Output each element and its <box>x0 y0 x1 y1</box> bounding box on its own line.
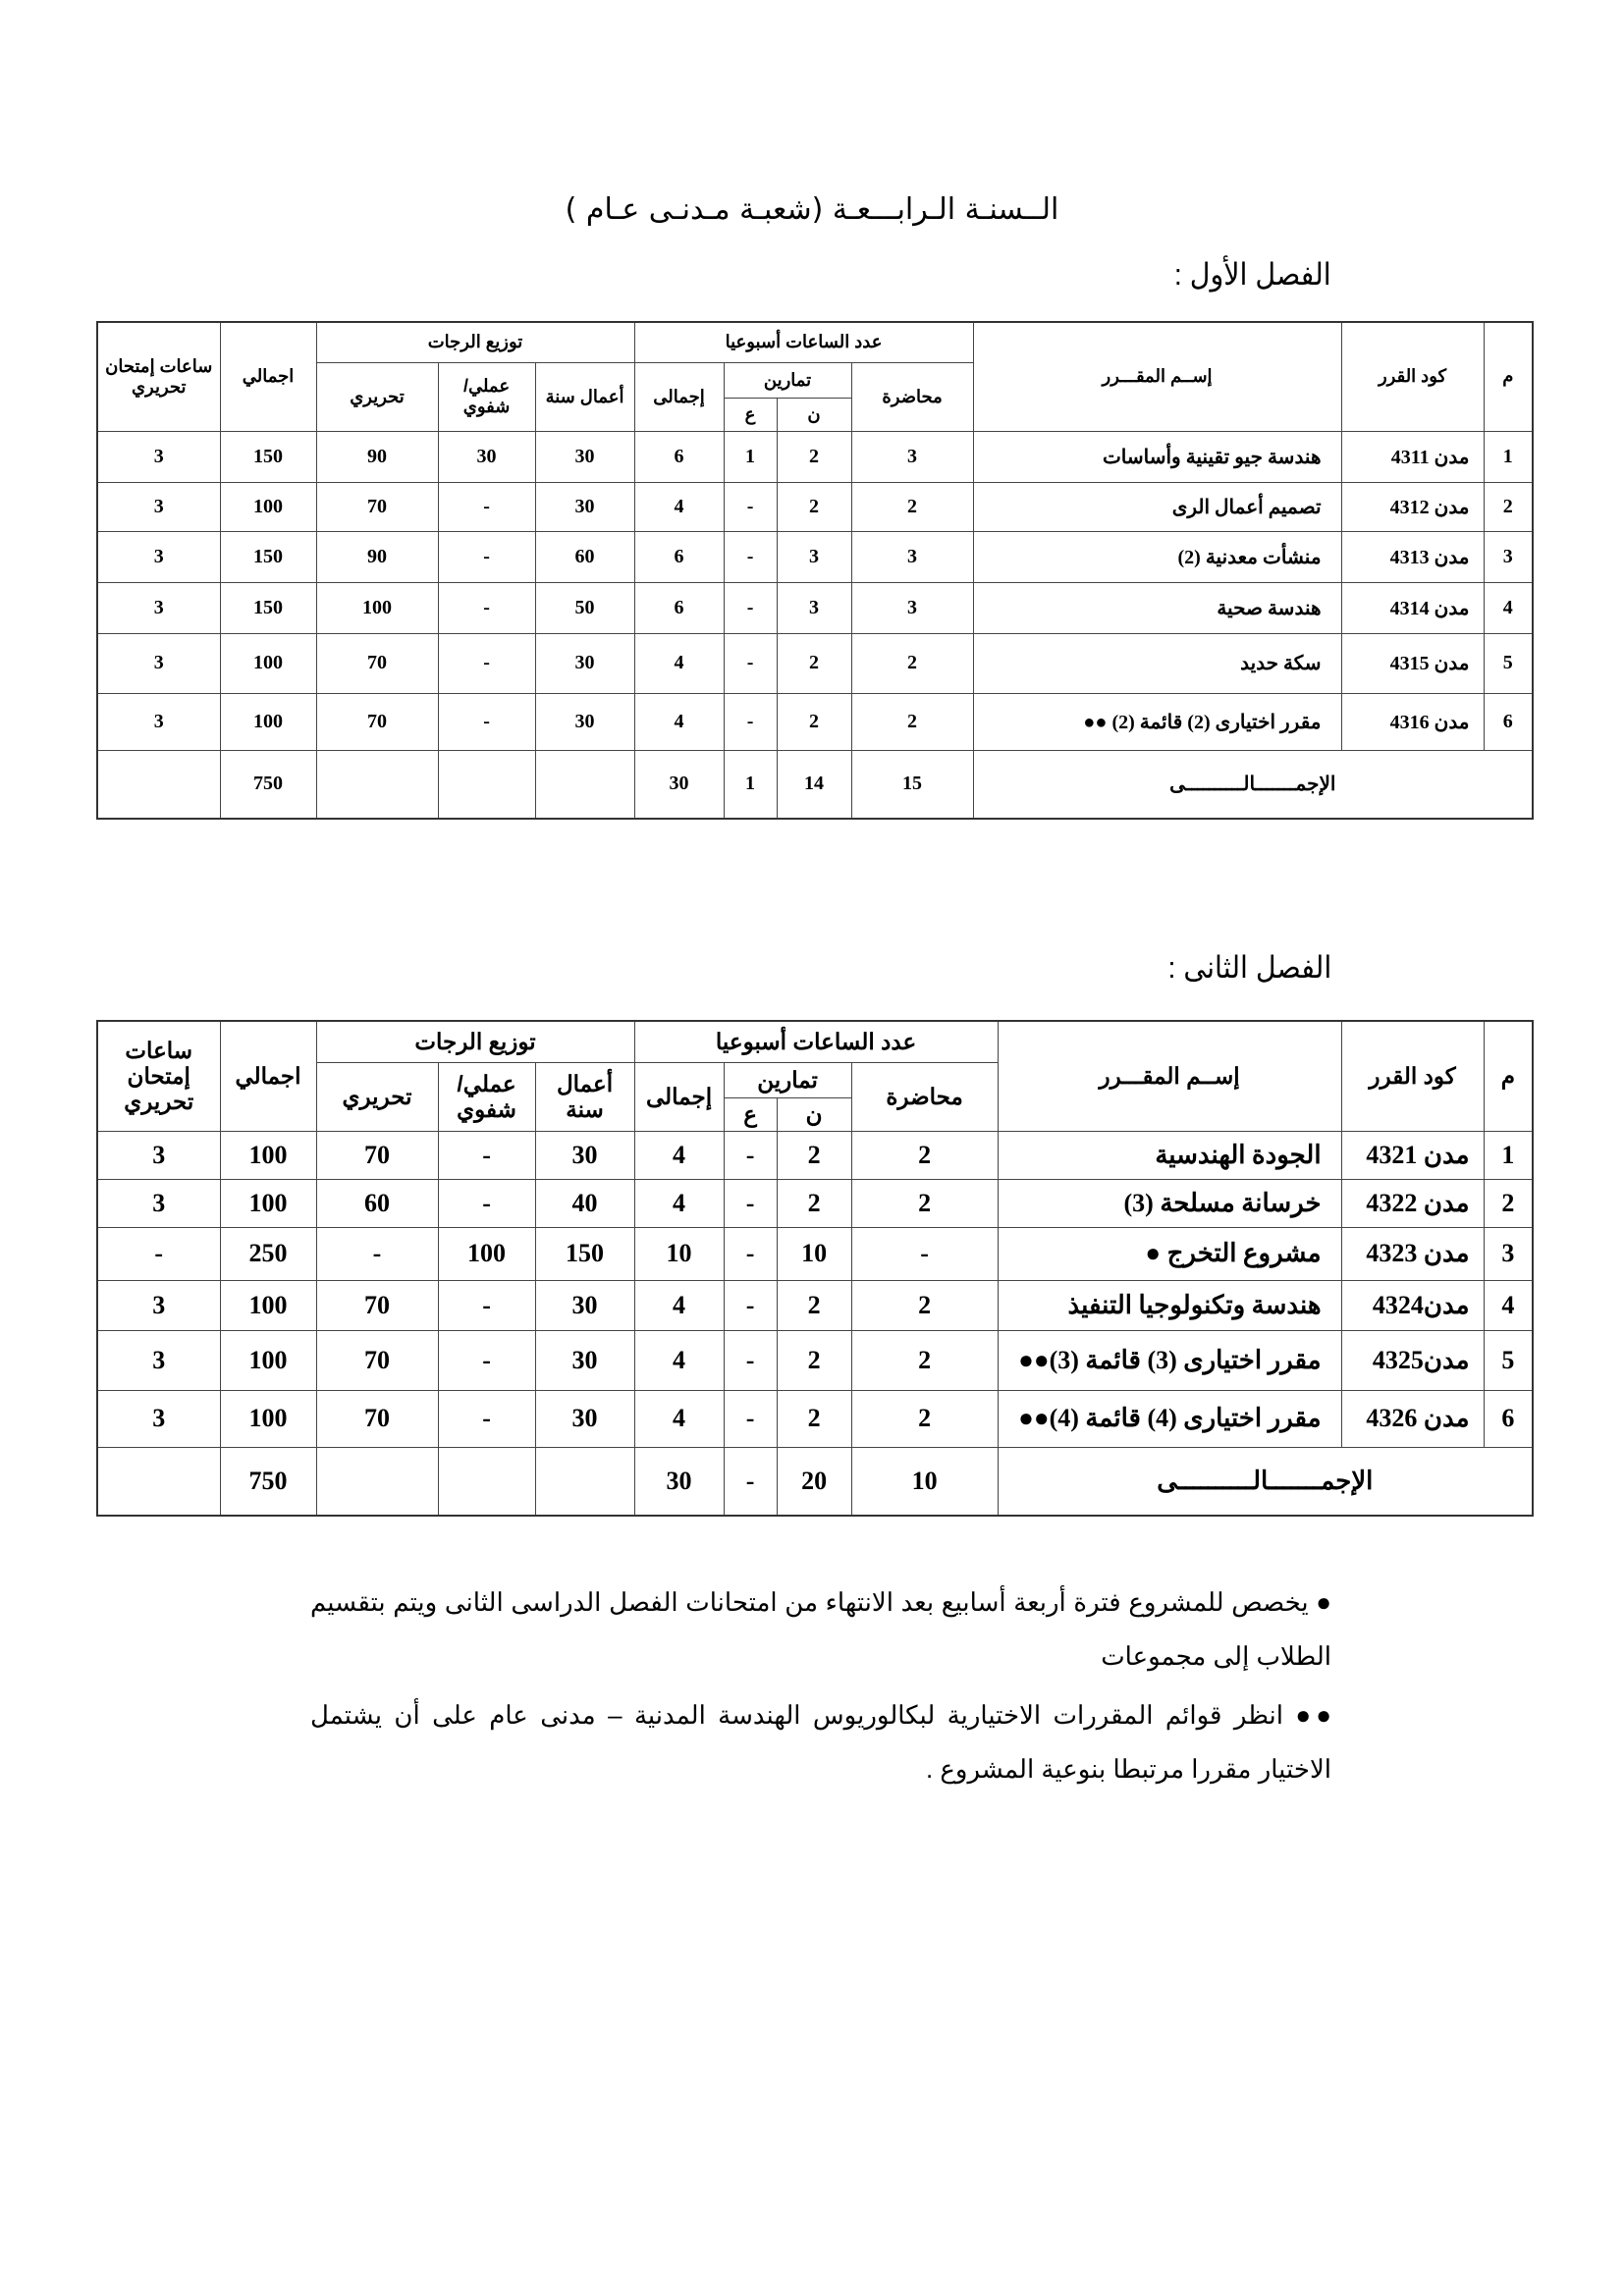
header-grand-total: اجمالي <box>220 1021 316 1131</box>
cell-lecture: 2 <box>851 693 973 750</box>
cell-code: مدن4325 <box>1341 1330 1484 1390</box>
cell-total: 100 <box>220 693 316 750</box>
cell-hours-total: 10 <box>634 1227 724 1280</box>
header-lecture: محاضرة <box>851 362 973 431</box>
cell-index: 6 <box>1484 1390 1533 1447</box>
cell-lecture: 2 <box>851 1390 998 1447</box>
cell-code: مدن 4322 <box>1341 1179 1484 1227</box>
cell-total: 150 <box>220 431 316 482</box>
cell-exam-hours: 3 <box>97 1280 220 1330</box>
cell-year-work: 60 <box>535 531 634 582</box>
header-practical-oral: عملي/ شفوي <box>438 1062 535 1131</box>
header-exercises: تمارين <box>724 1062 851 1097</box>
cell-year-work: 30 <box>535 482 634 531</box>
cell-ex-n: 2 <box>777 1280 851 1330</box>
cell-index: 3 <box>1484 1227 1533 1280</box>
cell-ex-n: 2 <box>777 1131 851 1179</box>
cell-written: 70 <box>316 633 438 693</box>
cell-written: - <box>316 1227 438 1280</box>
cell-exam-hours: 3 <box>97 582 220 633</box>
header-code: كود القرر <box>1341 1021 1484 1131</box>
header-hours-total: إجمالى <box>634 362 724 431</box>
cell-index: 5 <box>1484 633 1533 693</box>
footnotes <box>310 1575 1331 1796</box>
footnote-project: ● يخصص للمشروع فترة أربعة أسابيع بعد الانتهاء من امتحانات الفصل الدراسى الثانى ويتم بتقسيم الطلاب إلى مجموعات <box>310 1587 1331 1671</box>
cell-ex-a: - <box>724 1227 777 1280</box>
cell-code: مدن4324 <box>1341 1280 1484 1330</box>
cell-lecture: 3 <box>851 582 973 633</box>
cell-name: مقرر اختيارى (2) قائمة (2) ●● <box>973 693 1341 750</box>
header-lecture: محاضرة <box>851 1062 998 1131</box>
cell-exam-hours: 3 <box>97 531 220 582</box>
cell-ex-a: - <box>724 633 777 693</box>
cell-lecture: 2 <box>851 1330 998 1390</box>
total-exam-hours <box>97 750 220 819</box>
cell-year-work: 50 <box>535 582 634 633</box>
totals-row <box>97 1447 1533 1516</box>
cell-ex-a: - <box>724 582 777 633</box>
total-hours-total: 30 <box>634 1447 724 1516</box>
cell-lecture: 3 <box>851 531 973 582</box>
cell-index: 2 <box>1484 482 1533 531</box>
cell-year-work: 30 <box>535 1131 634 1179</box>
cell-written: 70 <box>316 1280 438 1330</box>
cell-name: هندسة صحية <box>973 582 1341 633</box>
cell-hours-total: 6 <box>634 582 724 633</box>
cell-practical-oral: - <box>438 582 535 633</box>
cell-name: مقرر اختيارى (3) قائمة (3)●● <box>998 1330 1341 1390</box>
total-written <box>316 750 438 819</box>
cell-code: مدن 4316 <box>1341 693 1484 750</box>
cell-practical-oral: - <box>438 1330 535 1390</box>
header-grand-total: اجمالي <box>220 322 316 431</box>
table-row <box>97 582 1533 633</box>
header-year-work: أعمال سنة <box>535 362 634 431</box>
cell-index: 4 <box>1484 1280 1533 1330</box>
cell-exam-hours: - <box>97 1227 220 1280</box>
total-total: 750 <box>220 1447 316 1516</box>
cell-total: 150 <box>220 582 316 633</box>
cell-lecture: 2 <box>851 633 973 693</box>
total-lecture: 10 <box>851 1447 998 1516</box>
table-row <box>97 1390 1533 1447</box>
cell-code: مدن 4315 <box>1341 633 1484 693</box>
cell-ex-a: - <box>724 1390 777 1447</box>
cell-hours-total: 4 <box>634 482 724 531</box>
cell-index: 4 <box>1484 582 1533 633</box>
cell-hours-total: 4 <box>634 1390 724 1447</box>
cell-year-work: 30 <box>535 1280 634 1330</box>
cell-ex-n: 2 <box>777 633 851 693</box>
header-written: تحريري <box>316 1062 438 1131</box>
cell-written: 70 <box>316 1390 438 1447</box>
cell-lecture: 2 <box>851 482 973 531</box>
table-row <box>97 1227 1533 1280</box>
header-index: م <box>1484 322 1533 431</box>
total-written <box>316 1447 438 1516</box>
cell-hours-total: 4 <box>634 693 724 750</box>
cell-total: 100 <box>220 1179 316 1227</box>
semester-1-title: الفصل الأول : <box>1174 257 1331 292</box>
cell-name: مشروع التخرج ● <box>998 1227 1341 1280</box>
cell-lecture: 3 <box>851 431 973 482</box>
cell-index: 1 <box>1484 431 1533 482</box>
page-title: الــسنـة الـرابـــعـة (شعبـة مـدنـى عـام ) <box>565 192 1059 227</box>
cell-ex-a: - <box>724 482 777 531</box>
cell-total: 100 <box>220 633 316 693</box>
table-row <box>97 633 1533 693</box>
cell-ex-n: 2 <box>777 1330 851 1390</box>
total-practical-oral <box>438 1447 535 1516</box>
cell-hours-total: 4 <box>634 633 724 693</box>
total-year-work <box>535 1447 634 1516</box>
cell-name: تصميم أعمال الرى <box>973 482 1341 531</box>
cell-lecture: 2 <box>851 1179 998 1227</box>
header-exercises-a: ع <box>724 398 777 431</box>
header-name: إســم المقـــرر <box>998 1021 1341 1131</box>
cell-hours-total: 6 <box>634 431 724 482</box>
cell-practical-oral: - <box>438 482 535 531</box>
cell-ex-a: 1 <box>724 431 777 482</box>
table-row <box>97 431 1533 482</box>
total-lecture: 15 <box>851 750 973 819</box>
cell-written: 70 <box>316 693 438 750</box>
table-row <box>97 1280 1533 1330</box>
cell-ex-a: - <box>724 1131 777 1179</box>
table-row <box>97 531 1533 582</box>
cell-year-work: 30 <box>535 693 634 750</box>
cell-hours-total: 4 <box>634 1280 724 1330</box>
cell-practical-oral: 30 <box>438 431 535 482</box>
cell-ex-n: 2 <box>777 1179 851 1227</box>
cell-year-work: 150 <box>535 1227 634 1280</box>
cell-code: مدن 4311 <box>1341 431 1484 482</box>
table-row <box>97 1330 1533 1390</box>
table-row <box>97 693 1533 750</box>
header-grades-distribution: توزيع الرجات <box>316 1021 634 1062</box>
cell-practical-oral: - <box>438 1280 535 1330</box>
cell-name: هندسة جيو تقينية وأساسات <box>973 431 1341 482</box>
cell-lecture: - <box>851 1227 998 1280</box>
cell-hours-total: 6 <box>634 531 724 582</box>
header-exercises-a: ع <box>724 1097 777 1131</box>
header-grades-distribution: توزيع الرجات <box>316 322 634 362</box>
cell-written: 100 <box>316 582 438 633</box>
cell-total: 250 <box>220 1227 316 1280</box>
cell-exam-hours: 3 <box>97 1131 220 1179</box>
semester-2-table <box>96 1020 1534 1517</box>
cell-code: مدن 4314 <box>1341 582 1484 633</box>
cell-name: خرسانة مسلحة (3) <box>998 1179 1341 1227</box>
cell-practical-oral: - <box>438 1131 535 1179</box>
cell-total: 150 <box>220 531 316 582</box>
cell-practical-oral: - <box>438 633 535 693</box>
header-weekly-hours: عدد الساعات أسبوعيا <box>634 1021 998 1062</box>
cell-ex-n: 3 <box>777 531 851 582</box>
cell-ex-a: - <box>724 1280 777 1330</box>
header-index: م <box>1484 1021 1533 1131</box>
cell-ex-n: 2 <box>777 1390 851 1447</box>
cell-lecture: 2 <box>851 1131 998 1179</box>
total-practical-oral <box>438 750 535 819</box>
cell-practical-oral: 100 <box>438 1227 535 1280</box>
header-practical-oral: عملي/ شفوي <box>438 362 535 431</box>
cell-code: مدن 4323 <box>1341 1227 1484 1280</box>
cell-name: مقرر اختيارى (4) قائمة (4)●● <box>998 1390 1341 1447</box>
cell-exam-hours: 3 <box>97 1330 220 1390</box>
semester-1-table <box>96 321 1534 820</box>
cell-code: مدن 4321 <box>1341 1131 1484 1179</box>
cell-practical-oral: - <box>438 1179 535 1227</box>
header-exercises-n: ن <box>777 398 851 431</box>
cell-practical-oral: - <box>438 1390 535 1447</box>
header-exercises-n: ن <box>777 1097 851 1131</box>
cell-written: 90 <box>316 431 438 482</box>
cell-exam-hours: 3 <box>97 482 220 531</box>
cell-written: 70 <box>316 1330 438 1390</box>
cell-index: 1 <box>1484 1131 1533 1179</box>
table-row <box>97 1179 1533 1227</box>
cell-total: 100 <box>220 482 316 531</box>
total-ex-n: 14 <box>777 750 851 819</box>
cell-ex-a: - <box>724 1330 777 1390</box>
cell-total: 100 <box>220 1131 316 1179</box>
cell-ex-n: 3 <box>777 582 851 633</box>
cell-year-work: 40 <box>535 1179 634 1227</box>
cell-year-work: 30 <box>535 633 634 693</box>
table-row <box>97 482 1533 531</box>
header-year-work: أعمال سنة <box>535 1062 634 1131</box>
cell-exam-hours: 3 <box>97 431 220 482</box>
header-exam-hours: ساعات إمتحان تحريري <box>97 322 220 431</box>
cell-practical-oral: - <box>438 531 535 582</box>
cell-written: 70 <box>316 482 438 531</box>
cell-exam-hours: 3 <box>97 1179 220 1227</box>
total-ex-a: - <box>724 1447 777 1516</box>
cell-index: 6 <box>1484 693 1533 750</box>
cell-written: 60 <box>316 1179 438 1227</box>
cell-year-work: 30 <box>535 431 634 482</box>
cell-written: 90 <box>316 531 438 582</box>
header-weekly-hours: عدد الساعات أسبوعيا <box>634 322 973 362</box>
total-total: 750 <box>220 750 316 819</box>
cell-name: سكة حديد <box>973 633 1341 693</box>
totals-row <box>97 750 1533 819</box>
footnote-electives: ●● انظر قوائم المقررات الاختيارية لبكالوريوس الهندسة المدنية – مدنى عام على أن يشتمل الاختيار مقررا مرتبطا بنوعية المشروع . <box>310 1700 1331 1784</box>
cell-ex-n: 2 <box>777 693 851 750</box>
cell-ex-n: 2 <box>777 431 851 482</box>
table-row <box>97 1131 1533 1179</box>
total-ex-n: 20 <box>777 1447 851 1516</box>
total-ex-a: 1 <box>724 750 777 819</box>
header-code: كود القرر <box>1341 322 1484 431</box>
cell-ex-n: 2 <box>777 482 851 531</box>
cell-code: مدن 4313 <box>1341 531 1484 582</box>
cell-code: مدن 4312 <box>1341 482 1484 531</box>
cell-total: 100 <box>220 1280 316 1330</box>
header-hours-total: إجمالى <box>634 1062 724 1131</box>
cell-name: الجودة الهندسية <box>998 1131 1341 1179</box>
cell-exam-hours: 3 <box>97 693 220 750</box>
cell-ex-a: - <box>724 693 777 750</box>
cell-hours-total: 4 <box>634 1131 724 1179</box>
cell-ex-a: - <box>724 531 777 582</box>
total-exam-hours <box>97 1447 220 1516</box>
cell-code: مدن 4326 <box>1341 1390 1484 1447</box>
header-name: إســم المقـــرر <box>973 322 1341 431</box>
cell-hours-total: 4 <box>634 1179 724 1227</box>
cell-exam-hours: 3 <box>97 633 220 693</box>
cell-hours-total: 4 <box>634 1330 724 1390</box>
cell-exam-hours: 3 <box>97 1390 220 1447</box>
total-year-work <box>535 750 634 819</box>
cell-total: 100 <box>220 1330 316 1390</box>
totals-label: الإجمـــــــالــــــــــى <box>973 750 1533 819</box>
header-exam-hours: ساعات إمتحان تحريري <box>97 1021 220 1131</box>
cell-name: هندسة وتكنولوجيا التنفيذ <box>998 1280 1341 1330</box>
cell-practical-oral: - <box>438 693 535 750</box>
cell-index: 2 <box>1484 1179 1533 1227</box>
header-exercises: تمارين <box>724 362 851 398</box>
totals-label: الإجمـــــــالــــــــــى <box>998 1447 1533 1516</box>
semester-2-title: الفصل الثانى : <box>1167 950 1331 985</box>
cell-total: 100 <box>220 1390 316 1447</box>
cell-index: 3 <box>1484 531 1533 582</box>
cell-index: 5 <box>1484 1330 1533 1390</box>
cell-ex-n: 10 <box>777 1227 851 1280</box>
cell-year-work: 30 <box>535 1390 634 1447</box>
cell-name: منشأت معدنية (2) <box>973 531 1341 582</box>
header-written: تحريري <box>316 362 438 431</box>
cell-written: 70 <box>316 1131 438 1179</box>
cell-ex-a: - <box>724 1179 777 1227</box>
cell-lecture: 2 <box>851 1280 998 1330</box>
cell-year-work: 30 <box>535 1330 634 1390</box>
total-hours-total: 30 <box>634 750 724 819</box>
